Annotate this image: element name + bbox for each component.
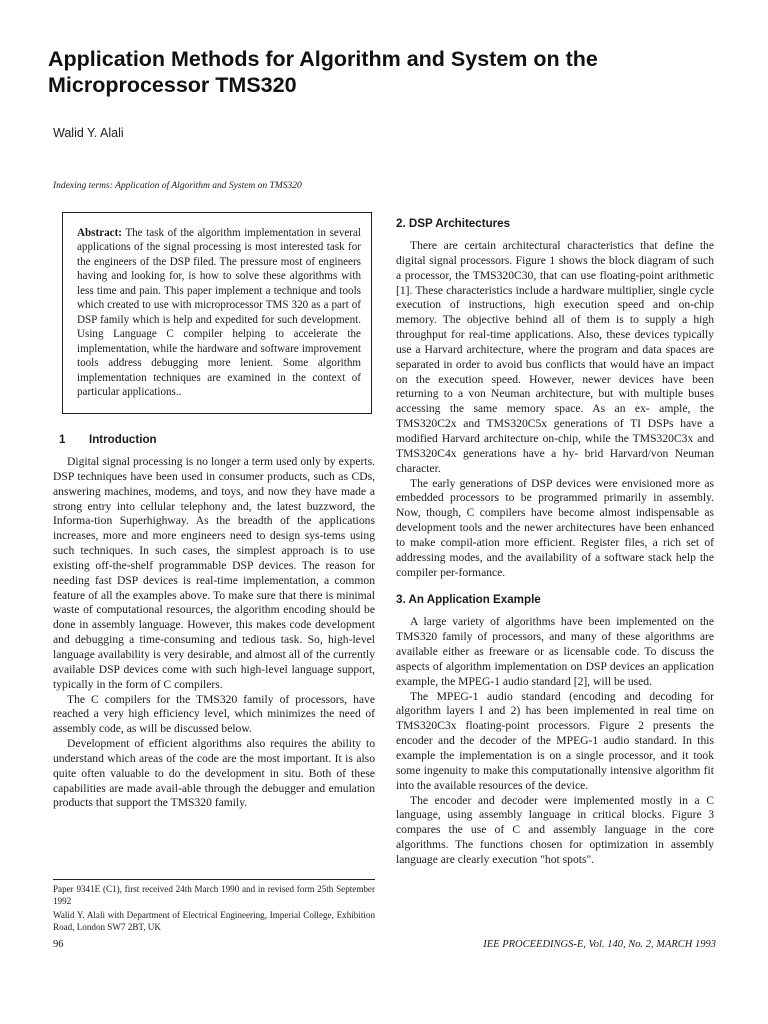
application-paragraph: The encoder and decoder were implemented mostly in a C language, using assembly language in critical blocks. Figure 3 compares the use of C and assembly language in the core algorithms. The functions chosen for optimization in assembly language are clearly execution "hot spots". xyxy=(396,793,714,866)
application-paragraph: A large variety of algorithms have been implemented on the TMS320 family of processors, and many of these algorithms are available either as freeware or as licensable code. To discuss the aspects of algorithm implementation on DSP devices an application example, the MPEG-1 audio standard [2], will be used. xyxy=(396,615,714,688)
abstract-box xyxy=(62,212,372,414)
indexing-terms: Indexing terms: Application of Algorithm and System on TMS320 xyxy=(53,181,302,191)
intro-paragraph: Development of efficient algorithms also requires the ability to understand which areas of the code are the most important. It is also quite often valuable to do the development in situ. Both of these capabilities are made avail-able through the debugger and emulation products that support the TMS320 family. xyxy=(53,737,375,810)
section-1-number: 1 xyxy=(59,433,66,446)
left-column xyxy=(53,432,375,811)
page-number: 96 xyxy=(53,939,64,950)
intro-paragraph: The C compilers for the TMS320 family of processors, have reached a very high efficiency level, which minimizes the need of assembly code, as will be discussed below. xyxy=(53,692,375,736)
abstract-label: Abstract: xyxy=(77,227,122,239)
section-1-title: Introduction xyxy=(89,433,157,446)
application-paragraph: The MPEG-1 audio standard (encoding and decoding for algorithm layers I and 2) has been implemented in real time on TMS320C3x floating-point processors. Figure 2 presents the encoder and the decoder of the MPEG-1 audio standard. In this example the implementation is on a single processor, and it took some ingenuity to make this computationally intensive algorithm fit into the available resources of the device. xyxy=(396,689,714,792)
intro-paragraph: Digital signal processing is no longer a term used only by experts. DSP techniques have been used in consumer products, such as CDs, answering machines, modems, and toys, and now they have made a strong entry into cellular telephony and, the latest buzzword, the Informa-tion Superhighway. As the breadth of the applications increases, more and more engineers need to design sys-tems using such techniques. In such cases, the simplest approach is to use existing off-the-shelf programmable DSP devices. The reason for needing fast DSP devices is real-time implementation, a common feature of all the examples above. To make sure that there is minimal waste of computational resources, the algorithm encoding should be done in assembly language. However, this makes code development and debugging a time-consuming and tedious task. So, high-level language availability is very desirable, and almost all of the currently available DSP devices come with such high-level language support, typically in the form of C compilers. xyxy=(53,455,375,691)
paper-title: Application Methods for Algorithm and System on the Microprocessor TMS320 xyxy=(48,47,598,97)
right-column xyxy=(396,216,714,868)
footnotes xyxy=(53,883,375,934)
footnote-affiliation: Walid Y. Alali with Department of Electrical Engineering, Imperial College, Exhibition Road, London SW7 2BT, UK xyxy=(53,909,375,932)
abstract-text: The task of the algorithm implementation in several applications of the signal processing is most interested task for the engineers of the DSP filed. The pressure most of engineers having and looking for, is how to solve these algorithms with less time and pain. This paper implement a technique and tools which created to use with microprocessor TMS 320 as a part of DSP family which is help and expedited for such development. Using Language C compiler helping to accelerate the implementation, while the hardware and software improvement tools address debugging more lenient. Some algorithm implementation techniques are examined in the context of particular applications.. xyxy=(77,227,361,398)
architecture-paragraph: There are certain architectural characteristics that define the digital signal processors. Figure 1 shows the block diagram of such a processor, the TMS320C30, that can use floating-point arithmetic [1]. These characteristics include a hardware multiplier, single cycle execution of instructions, high execution speed and on-chip memory. The objective behind all of them is to supply a high throughput for real-time applications. Also, these devices typically use a Harvard architecture, where the program and data spaces are separated in order to avoid bus conflicts that would have an impact on the execution speed. However, newer devices have been returning to a von Neuman architecture, but with multiple buses accessing the same memory space. As an ex- ample, the TMS320C2x and TMS320C5x generations of TI DSPs have a modified Harvard architecture on-chip, while the TMS320C3x and TMS320C4x generations have a hy- brid Harvard/von Neuman character. xyxy=(396,239,714,475)
section-3-heading: 3. An Application Example xyxy=(396,593,541,607)
section-2-heading: 2. DSP Architectures xyxy=(396,217,511,230)
section-1-heading xyxy=(53,432,375,447)
footnote-received: Paper 9341E (C1), first received 24th March 1990 and in revised form 25th September 1992 xyxy=(53,884,375,907)
journal-citation: IEE PROCEEDINGS-E, Vol. 140, No. 2, MARCH 1993 xyxy=(483,939,716,950)
architecture-paragraph: The early generations of DSP devices were envisioned more as embedded processors to be programmed primarily in assembly. Now, though, C compilers have become almost indispensable as development tools and the newer architectures have been enhanced to make compil-ation more efficient. Register files, a rich set of addressing modes, and the availability of a software stack help the compiler per-formance. xyxy=(396,476,714,579)
author-name: Walid Y. Alali xyxy=(53,126,124,140)
footnote-divider xyxy=(53,879,375,880)
